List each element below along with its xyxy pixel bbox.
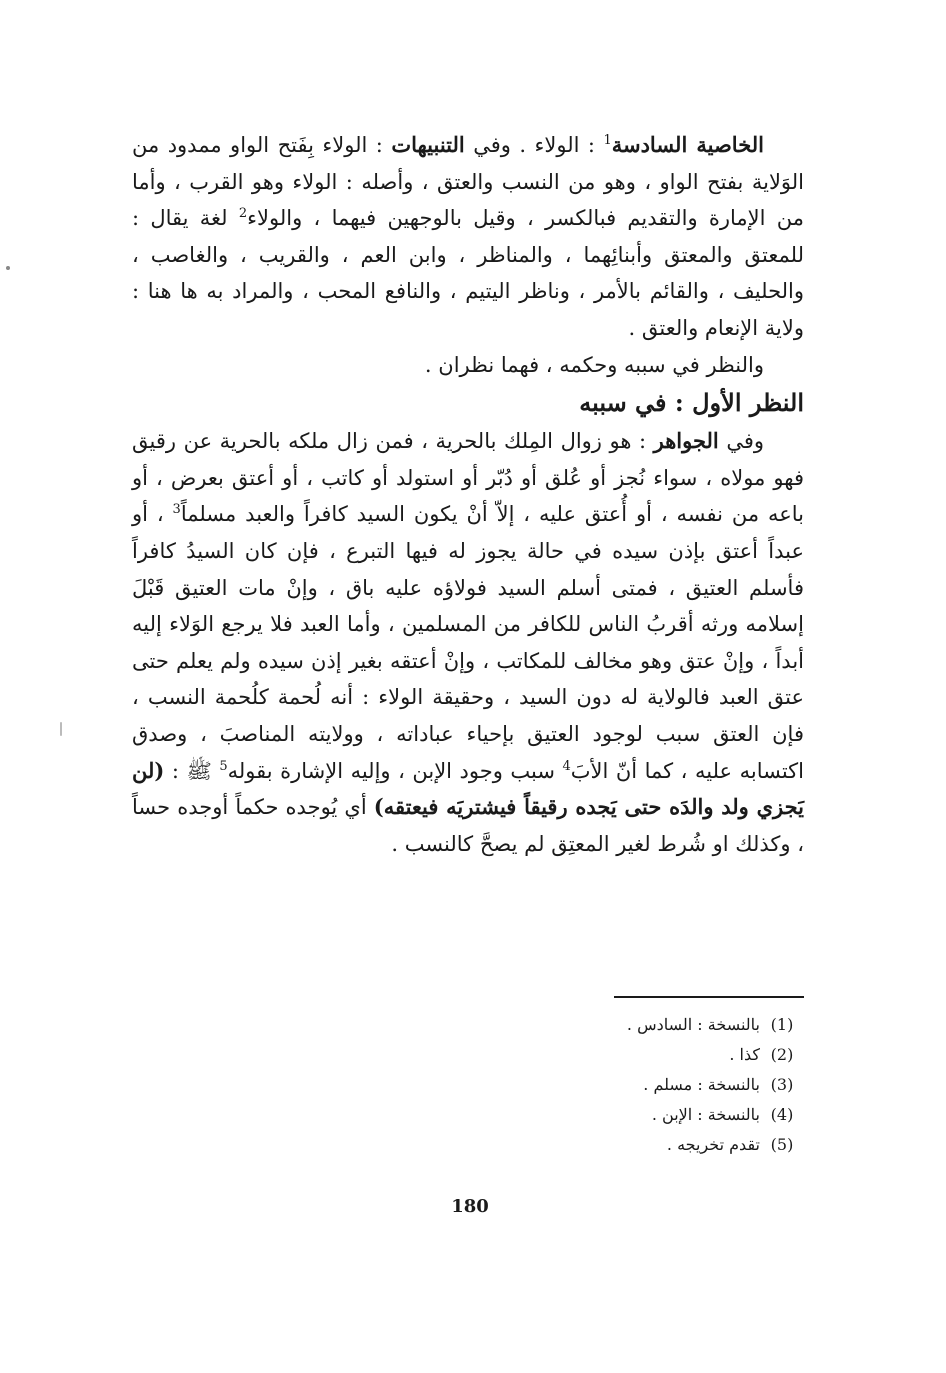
footnote-ref-2[interactable]: 2	[238, 206, 248, 222]
scan-speck	[6, 266, 10, 270]
text-run: لغة يقال : للمعتق والمعتق وأبنائِهما ، والمناظر ، وابن العم ، والقريب ، والغاصب ، والحليف ، والقائم بالأمر ، وناظر اليتيم ، والنافع المحب ، والمراد به ها هنا : ولاية الإنعام والعتق .	[132, 206, 804, 340]
source-name-jawahir: الجواهر	[653, 428, 719, 454]
footnote-text: بالنسخة : السادس .	[626, 1015, 760, 1034]
source-name-tanbihat: التنبيهات	[391, 132, 465, 157]
footnote-ref-3[interactable]: 3	[172, 502, 181, 518]
footnote-text: بالنسخة : الإبن .	[651, 1105, 760, 1124]
section-title-inline: الخاصية السادسة	[611, 132, 764, 157]
footnote-ref-4[interactable]: 4	[562, 758, 571, 774]
text-run: : الولاء بِفَتح الواو ممدود من الوَلاية بفتح الواو ، وهو من النسب والعتق ، وأصله : الولاء وهو القرب ، وأما من الإمارة والتقديم فبالكسر ، وقيل بالوجهين فيهما ، والولاء	[132, 133, 804, 231]
footnote-item	[470, 1040, 804, 1070]
paragraph-3	[132, 423, 804, 862]
footnote-text: تقدم تخريجه .	[666, 1135, 760, 1154]
footnotes	[470, 1010, 804, 1160]
text-run: ﷺ :	[164, 758, 220, 783]
footnote-number: (5)	[770, 1135, 794, 1154]
text-run: : هو زوال المِلك بالحرية ، فمن زال ملكه بالحرية عن رقيق فهو مولاه ، سواء نُجز أو عُلق أو دُبّر أو استولد أو كاتب ، أو أعتق بعرض ، أو باعه من نفسه ، أو أُعتق عليه ، إلاّ أنْ يكون السيد كافراً والعبد مسلماً	[132, 429, 805, 527]
footnote-ref-1[interactable]: 1	[603, 133, 612, 148]
footnote-item	[470, 1010, 804, 1040]
scan-speck	[60, 722, 62, 736]
section-heading: النظر الأول : في سببه	[579, 388, 804, 418]
paragraph-1	[132, 127, 804, 347]
footnote-ref-5[interactable]: 5	[219, 758, 228, 774]
text-run: سبب وجود الإبن ، وإليه الإشارة بقوله	[227, 758, 563, 783]
footnote-separator	[614, 996, 804, 998]
footnote-number: (3)	[770, 1075, 794, 1094]
footnote-text: بالنسخة : مسلم .	[643, 1075, 760, 1094]
footnote-number: (4)	[770, 1105, 794, 1124]
paragraph-2: والنظر في سببه وحكمه ، فهما نظران .	[424, 352, 764, 377]
footnote-item	[470, 1100, 804, 1130]
hadith-quote: (لن يَجزي ولد والدَه حتى يَجده رقيقاً فيشتريَه فيعتقه)	[132, 757, 804, 820]
footnote-item	[470, 1070, 804, 1100]
footnote-text: كذا .	[729, 1045, 760, 1064]
page-number: 180	[451, 1196, 489, 1217]
footnote-number: (1)	[770, 1015, 794, 1034]
footnote-item	[470, 1130, 804, 1160]
text-run: ، أو عبداً أعتق بإذن سيده في حالة يجوز له فيها التبرع ، فإن كان السيدُ كافراً فأسلم العتيق ، فمتى أسلم السيد فولاؤه عليه باق ، وإنْ مات العتيق قَبْلَ إسلامه ورثه أقربُ الناس للكافر من المسلمين ، وأما العبد فلا يرجع الوَلاء إليه أبداً ، وإنْ عتق وهو مخالف للمكاتب ، وإنْ أعتقه بغير إذن سيده ولم يعلم حتى عتق العبد فالولاية له دون السيد ، وحقيقة الولاء : أنه لُحمة كلُحمة النسب ، فإن العتق سبب لوجود العتيق بإحياء عباداته ، وولايته المناصبَ ، وصدق اكتسابه عليه ، كما أنّ الأبَ	[132, 502, 804, 783]
text-run: وفي	[718, 429, 765, 454]
text-run: : الولاء . وفي	[464, 133, 604, 157]
text-run: أي يُوجده حكماً أوجده حساً ، وكذلك او شُرط لغير المعتِق لم يصحَّ كالنسب .	[132, 795, 804, 856]
footnote-number: (2)	[770, 1045, 794, 1064]
main-text	[132, 127, 804, 862]
